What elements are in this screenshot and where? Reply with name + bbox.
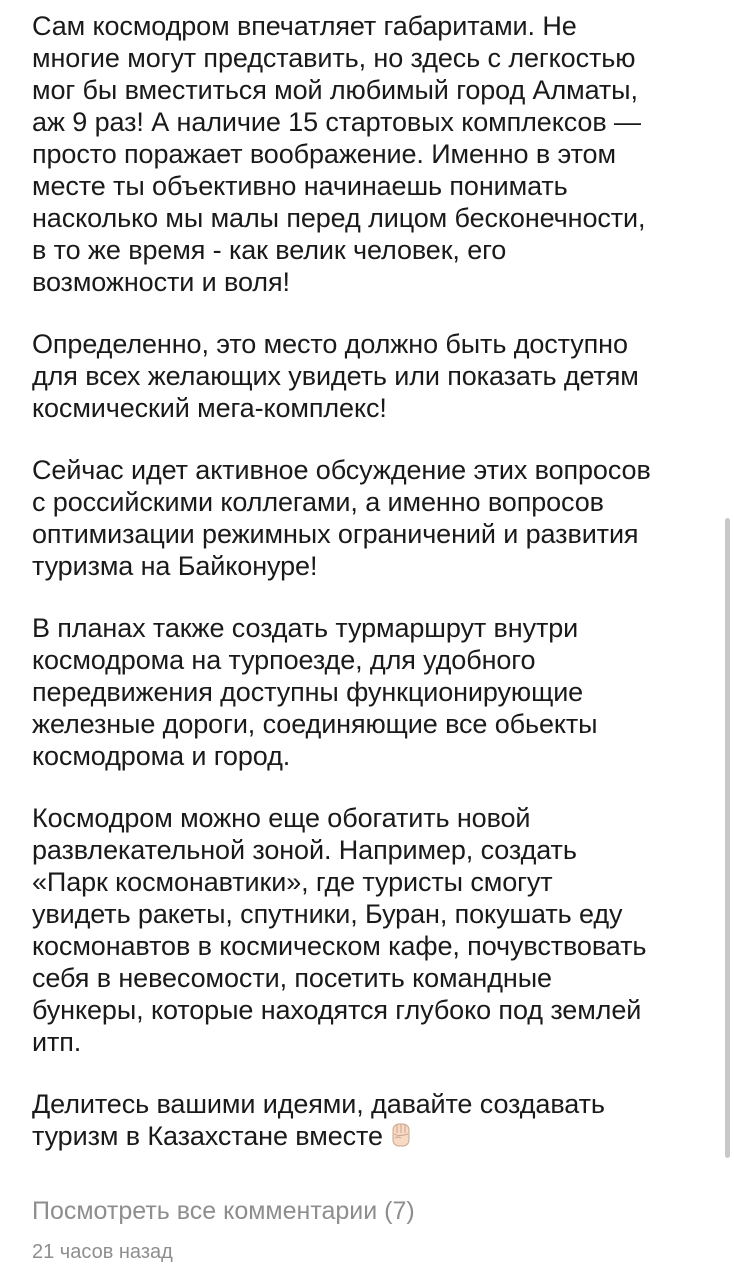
caption-paragraph-1: Сам космодром впечатляет габаритами. Не многие могут представить, но здесь с легкостью мог бы вместиться мой любимый город Алматы, аж 9 раз! А наличие 15 стартовых комплексов — просто поражает воображение. Именно в этом месте ты объективно начинаешь понимать насколько мы малы перед лицом бесконечности, в то же время - как велик человек, его возможности и воля! [32,11,646,297]
caption-paragraph-4: В планах также создать турмаршрут внутри космодрома на турпоезде, для удобного передвижения доступны функционирующие железные дороги, соединяющие все обьекты космодрома и город. [32,613,598,771]
caption-paragraph-5: Космодром можно еще обогатить новой развлекательной зоной. Например, создать «Парк космонавтики», где туристы смогут увидеть ракеты, спутники, Буран, покушать еду космонавтов в космическом кафе, почувствовать себя в невесомости, посетить командные бункеры, которые находятся глубоко под землей итп. [32,803,647,1057]
caption-paragraph-6 [32,1088,712,1152]
caption-paragraph-2: Определенно, это место должно быть доступно для всех желающих увидеть или показать детям космический мега-комплекс! [32,329,639,423]
post-timestamp: 21 часов назад [32,1241,173,1263]
caption-paragraph-6-text: Делитесь вашими идеями, давайте создавать туризм в Казахстане вместе [32,1089,605,1151]
post-caption [32,10,712,1152]
view-all-comments-link[interactable]: Посмотреть все комментарии (7) [32,1197,415,1225]
scrollbar[interactable] [725,518,730,1158]
caption-paragraph-3: Сейчас идет активное обсуждение этих вопросов с российскими коллегами, а именно вопросов оптимизации режимных ограничений и развития туризма на Байконуре! [32,455,651,581]
raised-fist-icon [387,1121,415,1149]
